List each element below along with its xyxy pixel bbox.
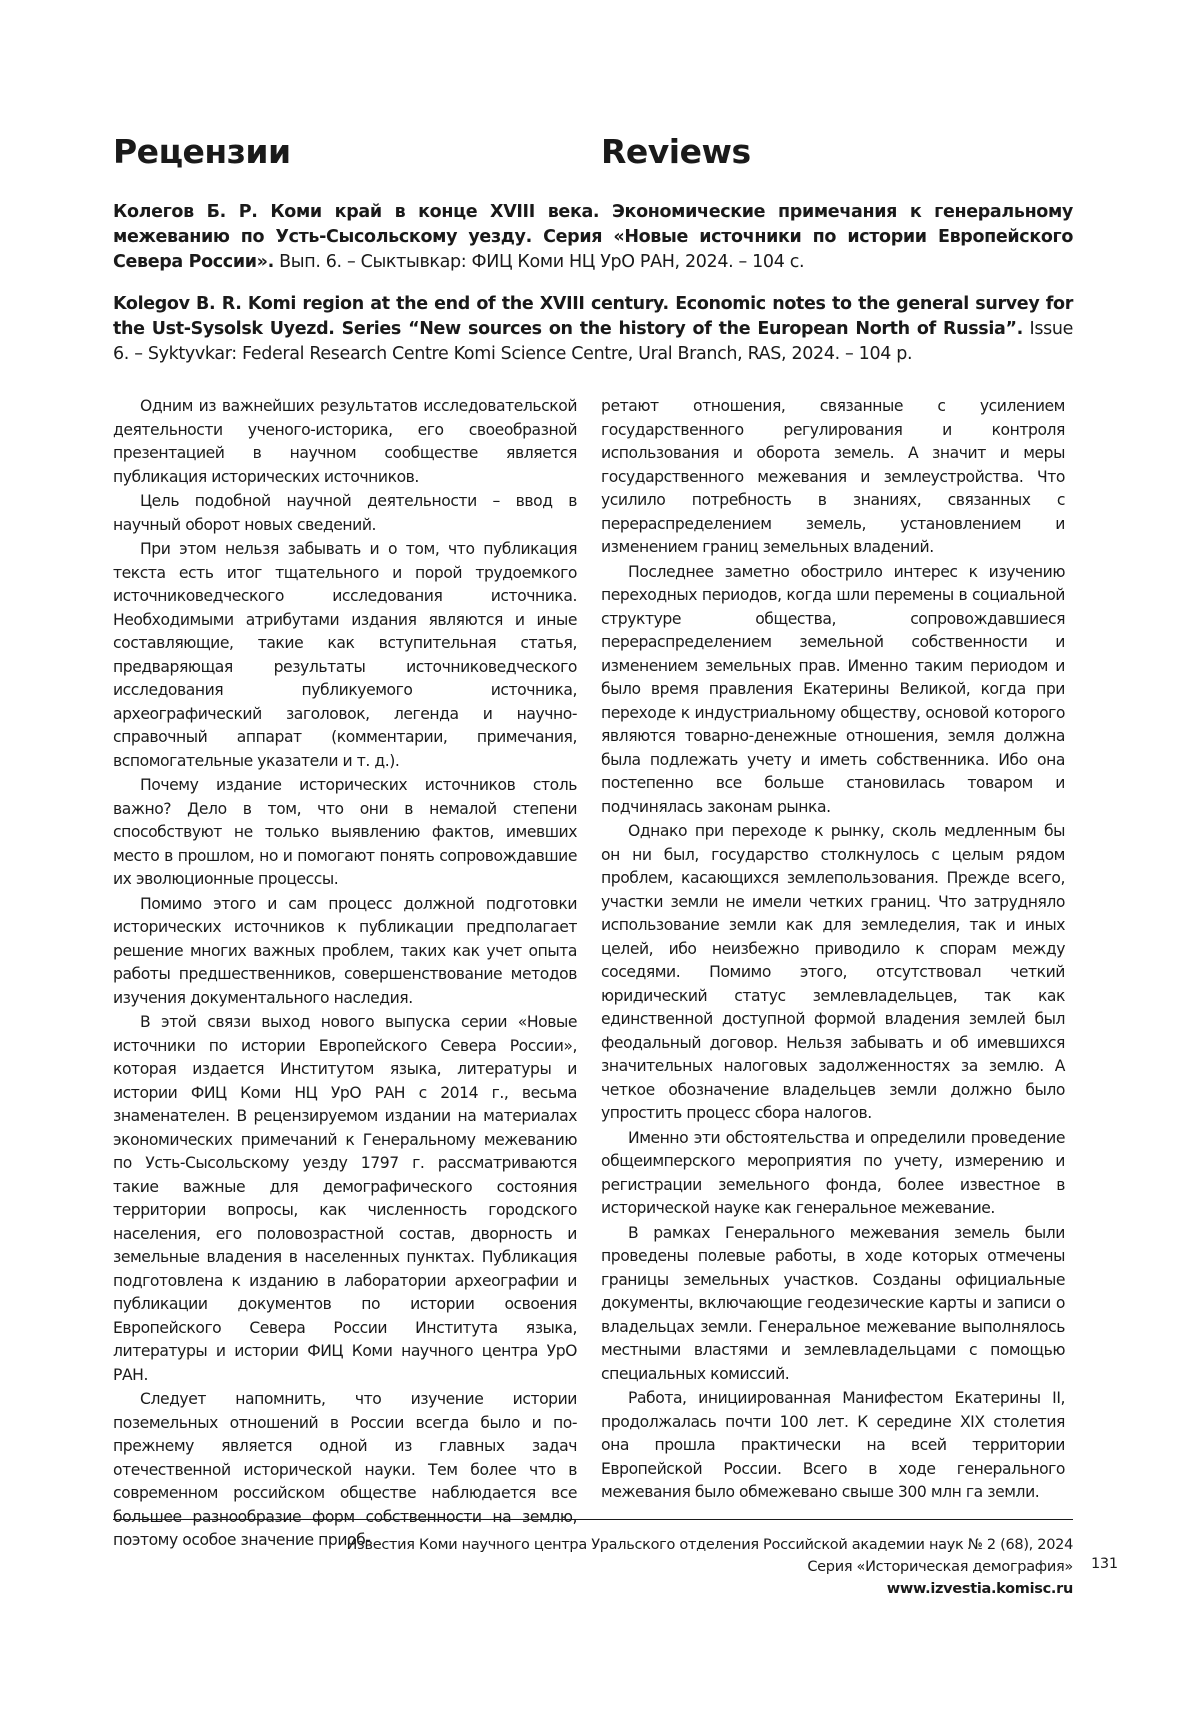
body-column-right [601,395,1065,1506]
paragraph-continued: ретают отношения, связанные с усилением государственного регулирования и контроля использования и оборота земель. А значит и меры государственного межевания и землеустройства. Что усилило потребность в знаниях, связанных с перераспределением земель, установлением и изменением границ земельных владений. [601,397,1065,556]
paragraph: Почему издание исторических источников столь важно? Дело в том, что они в немалой степени способствуют не только выявлению фактов, имевших место в прошлом, но и помогают понять сопровождавшие их эволюционные процессы. [113,776,577,888]
footer-website: www.izvestia.komisc.ru [886,1581,1073,1597]
footer-journal: Известия Коми научного центра Уральского отделения Российской академии наук № 2 (68), 2024 [346,1537,1073,1553]
paragraph: Последнее заметно обострило интерес к изучению переходных периодов, когда шли перемены в социальной структуре общества, сопровождавшиеся перераспределением земельной собственности и изменением земельных прав. Именно таким периодом и было время правления Екатерины Великой, когда при переходе к индустриальному обществу, основой которого являются товарно-денежные отношения, земля должна была подлежать учету и иметь собственника. Ибо она постепенно все больше становилась товаром и подчинялась законам рынка. [601,562,1065,816]
page-number: 131 [1091,1556,1118,1572]
citation-ru-title: Колегов Б. Р. Коми край в конце XVIII века. Экономические примечания к генеральному межеванию по Усть-Сысольскому уезду. Серия «Новые источники по истории Европейского Севера России». [113,202,1073,272]
paragraph: Именно эти обстоятельства и определили проведение общеимперского мероприятия по учету, измерению и регистрации земельного фонда, более известное в исторической науке как генеральное межевание. [601,1128,1065,1217]
citation-en-publisher: Issue 6. – Syktyvkar: Federal Research Centre Komi Science Centre, Ural Branch, RAS, 2024. – 104 p. [113,319,1074,364]
citation-en [113,292,1073,367]
paragraph: Цель подобной научной деятельности – ввод в научный оборот новых сведений. [113,492,577,534]
paragraph: Работа, инициированная Манифестом Екатерины II, продолжалась почти 100 лет. К середине XIX столетия она прошла практически на всей территории Европейской России. Всего в ходе генерального межевания было обмежевано свыше 300 млн га земли. [601,1389,1065,1501]
body-column-left [113,395,577,1554]
footer-divider [113,1519,1073,1520]
paragraph: Однако при переходе к рынку, сколь медленным бы он ни был, государство столкнулось с целым рядом проблем, касающихся землепользования. Прежде всего, участки земли не имели четких границ. Что затрудняло использование земли как для земледелия, так и иных целей, ибо неизбежно приводило к спорам между соседями. Помимо этого, отсутствовал четкий юридический статус землевладельцев, так как единственной доступной формой владения землей был феодальный договор. Нельзя забывать и об имевшихся значительных налоговых задолженностях за землю. А четкое обозначение владельцев земли должно было упростить процесс сбора налогов. [601,822,1065,1122]
footer [347,1534,1073,1600]
paragraph: Одним из важнейших результатов исследовательской деятельности ученого-историка, его своеобразной презентацией в научном сообществе является публикация исторических источников. [113,397,577,486]
section-title-en: Reviews [601,132,751,171]
paragraph: При этом нельзя забывать и о том, что публикация текста есть итог тщательного и порой трудоемкого источниковедческого исследования источника. Необходимыми атрибутами издания являются и иные составляющие, такие как вступительная статья, предваряющая результаты источниковедческого исследования публикуемого источника, археографический заголовок, легенда и научно-справочный аппарат (комментарии, примечания, вспомогательные указатели и т. д.). [113,540,577,770]
citation-ru [113,200,1073,275]
paragraph: Следует напомнить, что изучение истории поземельных отношений в России всегда было и по-прежнему является одной из главных задач отечественной исторической науки. Тем более что в современном российском обществе наблюдается все большее разнообразие форм собственности на землю, поэтому особое значение приоб- [113,1390,577,1549]
citation-ru-publisher: Вып. 6. – Сыктывкар: ФИЦ Коми НЦ УрО РАН, 2024. – 104 с. [273,252,805,272]
paragraph: В рамках Генерального межевания земель были проведены полевые работы, в ходе которых отмечены границы земельных участков. Созданы официальные документы, включающие геодезические карты и записи о владельцах земли. Генеральное межевание выполнялось местными властями и землевладельцами с помощью специальных комиссий. [601,1223,1065,1383]
section-title-ru: Рецензии [113,132,291,171]
footer-series: Серия «Историческая демография» [807,1559,1073,1575]
citation-en-title: Kolegov B. R. Komi region at the end of the XVIII century. Economic notes to the general survey for the Ust-Sysolsk Uyezd. Series “New sources on the history of the European North of Russia”. [113,294,1073,339]
paragraph: Помимо этого и сам процесс должной подготовки исторических источников к публикации предполагает решение многих важных проблем, таких как учет опыта работы предшественников, совершенствование методов изучения документального наследия. [113,894,577,1007]
paragraph: В этой связи выход нового выпуска серии «Новые источники по истории Европейского Севера России», которая издается Институтом языка, литературы и истории ФИЦ Коми НЦ УрО РАН с 2014 г., весьма знаменателен. В рецензируемом издании на материалах экономических примечаний к Генеральному межеванию по Усть-Сысольскому уезду 1797 г. рассматриваются такие важные для демографического состояния территории вопросы, как численность городского населения, его половозрастной состав, дворность и земельные владения в населенных пунктах. Публикация подготовлена к изданию в лаборатории археографии и публикации документов по истории освоения Европейского Севера России Института языка, литературы и истории ФИЦ Коми научного центра УрО РАН. [113,1013,577,1384]
